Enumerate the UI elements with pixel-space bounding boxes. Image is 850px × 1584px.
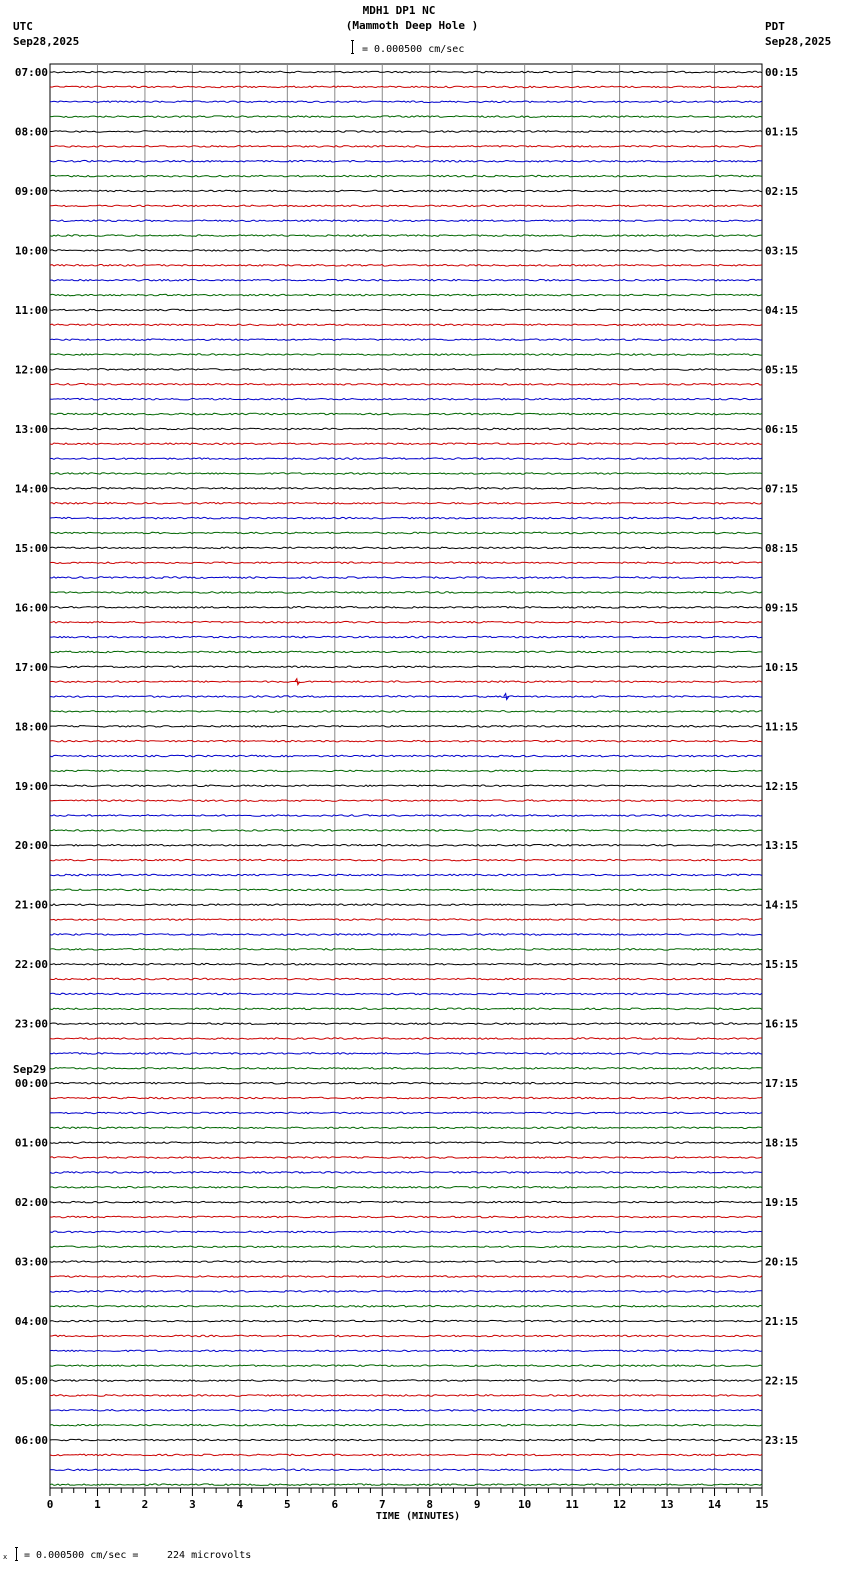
seismic-trace	[50, 1261, 762, 1263]
seismic-trace	[50, 681, 762, 683]
seismic-trace	[50, 1097, 762, 1099]
seismic-trace	[50, 978, 762, 980]
day-change-label: Sep29	[13, 1063, 47, 1077]
pdt-hour-label: 11:15	[765, 720, 799, 734]
seismic-trace	[50, 1320, 762, 1322]
seismic-trace	[50, 502, 762, 504]
x-tick-label: 2	[141, 1498, 149, 1511]
x-tick-label: 5	[284, 1498, 291, 1511]
seismic-trace	[50, 1484, 762, 1486]
seismic-trace	[50, 146, 762, 148]
utc-hour-label: 15:00	[14, 541, 48, 555]
utc-hour-label: 19:00	[14, 779, 48, 793]
seismic-trace	[50, 844, 762, 846]
seismic-trace	[50, 339, 762, 341]
utc-hour-label: 20:00	[14, 839, 48, 853]
x-tick-label: 6	[331, 1498, 339, 1511]
seismic-trace	[50, 755, 762, 757]
utc-hour-label: 17:00	[14, 660, 48, 674]
seismic-trace	[50, 547, 762, 549]
seismic-trace	[50, 1439, 762, 1441]
pdt-hour-label: 19:15	[765, 1196, 799, 1210]
seismic-trace	[50, 1365, 762, 1367]
pdt-hour-label: 12:15	[765, 779, 799, 793]
utc-hour-label: 16:00	[14, 601, 48, 615]
svg-text:x: x	[3, 1553, 8, 1561]
x-tick-label: 8	[426, 1498, 434, 1511]
utc-hour-label: 01:00	[14, 1136, 48, 1150]
seismic-trace	[50, 220, 762, 222]
seismic-trace	[50, 1216, 762, 1218]
right-timezone: PDT	[765, 20, 785, 33]
seismic-trace	[50, 1335, 762, 1337]
seismic-trace	[50, 711, 762, 713]
seismic-trace	[50, 666, 762, 668]
seismic-trace	[50, 770, 762, 772]
x-tick-label: 7	[378, 1498, 386, 1511]
seismic-trace	[50, 830, 762, 832]
seismic-trace	[50, 369, 762, 371]
seismic-trace	[50, 1410, 762, 1412]
utc-hour-label: 09:00	[14, 184, 48, 198]
utc-hour-label: 02:00	[14, 1196, 48, 1210]
seismic-trace	[50, 131, 762, 133]
footer-scale-text: = 0.000500 cm/sec =	[24, 1550, 139, 1561]
seismic-trace	[50, 160, 762, 162]
seismic-trace	[50, 963, 762, 965]
utc-hour-label: 13:00	[14, 422, 48, 436]
seismic-trace	[50, 101, 762, 103]
pdt-hour-label: 18:15	[765, 1136, 799, 1150]
seismic-trace	[50, 1157, 762, 1159]
pdt-hour-label: 06:15	[765, 422, 799, 436]
utc-hour-label: 06:00	[14, 1434, 48, 1448]
x-tick-label: 12	[612, 1498, 627, 1511]
pdt-hour-label: 05:15	[765, 363, 799, 377]
footer-microvolts: 224 microvolts	[167, 1550, 252, 1561]
seismic-trace	[50, 1023, 762, 1025]
left-date: Sep28,2025	[13, 35, 80, 48]
seismic-trace	[50, 904, 762, 906]
pdt-hour-label: 01:15	[765, 125, 799, 139]
pdt-hour-label: 23:15	[765, 1434, 799, 1448]
x-tick-label: 11	[565, 1498, 579, 1511]
seismic-trace	[50, 279, 762, 281]
seismic-trace	[50, 726, 762, 728]
seismic-trace	[50, 740, 762, 742]
seismic-trace	[50, 1201, 762, 1203]
seismic-trace	[50, 458, 762, 460]
utc-hour-label: 04:00	[14, 1315, 48, 1329]
pdt-hour-label: 04:15	[765, 303, 799, 317]
x-tick-label: 0	[46, 1498, 54, 1511]
pdt-hour-label: 02:15	[765, 184, 799, 198]
seismic-trace	[50, 859, 762, 861]
seismic-trace	[50, 1082, 762, 1084]
x-tick-label: 1	[94, 1498, 101, 1511]
seismic-trace	[50, 1350, 762, 1352]
seismic-trace	[50, 993, 762, 995]
seismic-trace	[50, 1068, 762, 1070]
x-tick-label: 4	[236, 1498, 244, 1511]
seismic-trace	[50, 636, 762, 638]
seismic-trace	[50, 562, 762, 564]
seismic-trace	[50, 1127, 762, 1129]
seismic-trace	[50, 607, 762, 609]
seismic-trace	[50, 1008, 762, 1010]
seismic-trace	[50, 517, 762, 519]
seismic-trace	[50, 1424, 762, 1426]
x-axis-label: TIME (MINUTES)	[375, 1511, 461, 1522]
pdt-hour-label: 22:15	[765, 1374, 799, 1388]
pdt-hour-label: 20:15	[765, 1255, 799, 1269]
seismic-trace	[50, 309, 762, 311]
plot-frame	[50, 64, 762, 1488]
seismic-trace	[50, 800, 762, 802]
seismic-trace	[50, 592, 762, 594]
x-tick-label: 15	[755, 1498, 769, 1511]
seismic-trace	[50, 384, 762, 386]
seismic-trace	[50, 815, 762, 817]
pdt-hour-label: 00:15	[765, 66, 799, 79]
pdt-hour-label: 16:15	[765, 1017, 799, 1031]
seismic-trace	[50, 1395, 762, 1397]
seismic-trace	[50, 398, 762, 400]
seismic-trace	[50, 1112, 762, 1114]
seismic-trace	[50, 324, 762, 326]
seismic-trace	[50, 1276, 762, 1278]
utc-hour-label: 21:00	[14, 898, 48, 912]
seismic-trace	[50, 428, 762, 430]
seismic-trace	[50, 1291, 762, 1293]
seismic-trace	[50, 250, 762, 252]
seismic-trace	[50, 354, 762, 356]
pdt-hour-label: 13:15	[765, 839, 799, 853]
seismic-trace	[50, 949, 762, 951]
seismic-trace	[50, 919, 762, 921]
seismic-trace	[50, 71, 762, 73]
utc-hour-label: 10:00	[14, 244, 48, 258]
station-location: (Mammoth Deep Hole )	[345, 19, 479, 32]
seismic-trace	[50, 190, 762, 192]
utc-hour-label: 18:00	[14, 720, 48, 734]
seismic-trace	[50, 1053, 762, 1055]
x-tick-label: 10	[518, 1498, 532, 1511]
pdt-hour-label: 14:15	[765, 898, 799, 912]
seismic-trace	[50, 1305, 762, 1307]
seismic-trace	[50, 696, 762, 698]
utc-hour-label: 07:00	[14, 66, 48, 79]
seismic-trace	[50, 1038, 762, 1040]
seismic-trace	[50, 621, 762, 623]
utc-hour-label: 22:00	[14, 958, 48, 972]
seismic-trace	[50, 532, 762, 534]
seismic-trace	[50, 874, 762, 876]
seismic-trace	[50, 488, 762, 490]
pdt-hour-label: 08:15	[765, 541, 799, 555]
x-tick-label: 3	[189, 1498, 196, 1511]
seismic-trace	[50, 934, 762, 936]
right-date: Sep28,2025	[765, 35, 832, 48]
seismic-trace	[50, 1380, 762, 1382]
seismic-trace	[50, 1142, 762, 1144]
seismic-trace	[50, 651, 762, 653]
pdt-hour-label: 21:15	[765, 1315, 799, 1329]
seismic-trace	[50, 577, 762, 579]
x-tick-label: 14	[707, 1498, 722, 1511]
seismic-trace	[50, 205, 762, 207]
pdt-hour-label: 17:15	[765, 1077, 799, 1091]
seismic-trace	[50, 889, 762, 891]
utc-hour-label: 14:00	[14, 482, 48, 496]
pdt-hour-label: 03:15	[765, 244, 799, 258]
seismic-trace	[50, 473, 762, 475]
seismic-trace	[50, 235, 762, 237]
seismic-trace	[50, 1231, 762, 1233]
seismic-trace	[50, 175, 762, 177]
seismic-trace	[50, 1454, 762, 1456]
seismic-trace	[50, 116, 762, 118]
seismic-trace	[50, 265, 762, 267]
utc-hour-label: 05:00	[14, 1374, 48, 1388]
footer-scale-icon	[3, 1546, 19, 1560]
utc-hour-label: 00:00	[14, 1077, 48, 1091]
seismic-trace	[50, 785, 762, 787]
seismic-trace	[50, 1469, 762, 1471]
utc-hour-label: 11:00	[14, 303, 48, 317]
utc-hour-label: 12:00	[14, 363, 48, 377]
utc-hour-label: 03:00	[14, 1255, 48, 1269]
seismic-trace	[50, 1172, 762, 1174]
pdt-hour-label: 10:15	[765, 660, 799, 674]
scale-label: = 0.000500 cm/sec	[362, 44, 465, 55]
seismic-trace	[50, 413, 762, 415]
station-title: MDH1 DP1 NC	[362, 4, 436, 17]
pdt-hour-label: 15:15	[765, 958, 799, 972]
pdt-hour-label: 09:15	[765, 601, 799, 615]
pdt-hour-label: 07:15	[765, 482, 799, 496]
utc-hour-label: 23:00	[14, 1017, 48, 1031]
utc-hour-label: 08:00	[14, 125, 48, 139]
x-tick-label: 13	[660, 1498, 674, 1511]
seismic-trace	[50, 294, 762, 296]
left-timezone: UTC	[13, 20, 33, 33]
seismic-trace	[50, 1187, 762, 1189]
seismic-trace	[50, 1246, 762, 1248]
x-tick-label: 9	[473, 1498, 481, 1511]
seismic-trace	[50, 86, 762, 88]
seismic-trace	[50, 443, 762, 445]
